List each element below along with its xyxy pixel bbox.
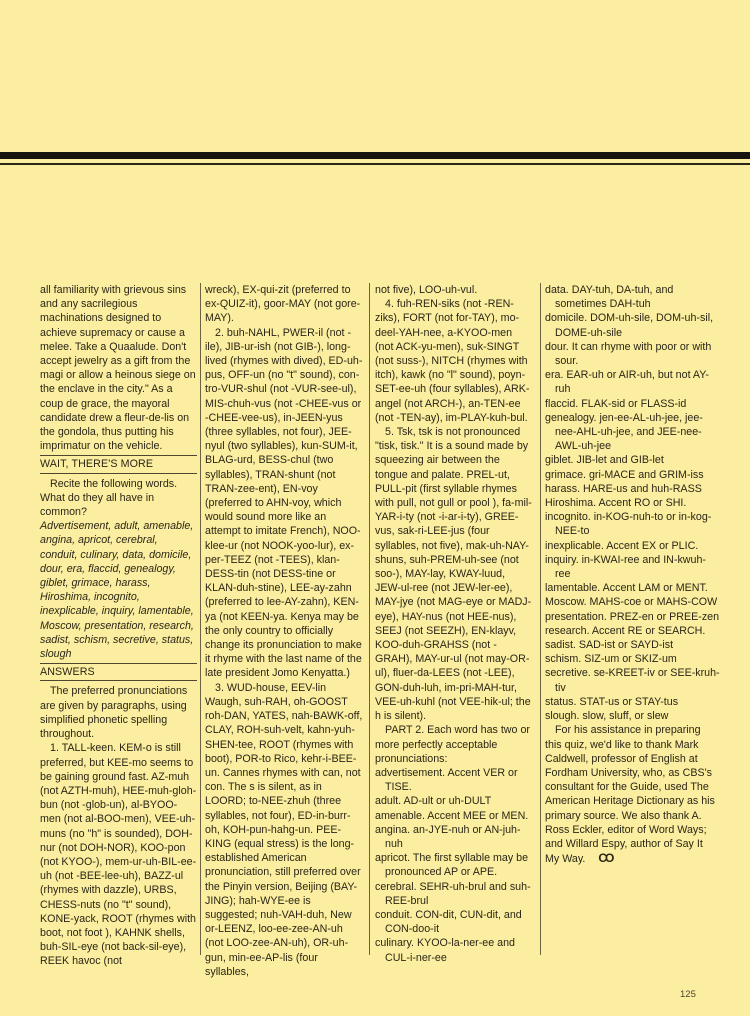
entry: amenable. Accent MEE or MEN. bbox=[375, 809, 529, 822]
tv-guide-end-mark-icon: CO bbox=[598, 851, 613, 866]
section-heading-more: WAIT, THERE'S MORE bbox=[40, 455, 197, 473]
entry: genealogy. jen-ee-AL-uh-jee, jee-nee-AHL-uh-jee, and JEE-nee-AWL-uh-jee bbox=[545, 411, 703, 453]
column-1 bbox=[40, 283, 197, 969]
entry: apricot. The first syllable may be pronounced AP or APE. bbox=[375, 852, 529, 879]
recite-paragraph: Recite the following words. What do they all have in common? bbox=[40, 477, 178, 519]
column-4 bbox=[545, 283, 720, 866]
entry: Moscow. MAHS-coe or MAHS-COW bbox=[545, 596, 718, 609]
word-list: Advertisement, adult, amenable, angina, apricot, cerebral, conduit, culinary, data, domicile, dour, era, flaccid, genealogy, giblet, grimace, harass, Hiroshima, incognito, inexplicable, inquiry, lamentable, Moscow, presentation, research, sadist, schism, secretive, status, slough bbox=[40, 520, 194, 661]
entry: flaccid. FLAK-sid or FLASS-id bbox=[545, 397, 687, 410]
top-rule-thin bbox=[0, 163, 750, 165]
page-number: 125 bbox=[680, 989, 696, 1000]
entry: advertisement. Accent VER or TISE. bbox=[375, 766, 518, 794]
entry: status. STAT-us or STAY-tus bbox=[545, 695, 679, 708]
entry: conduit. CON-dit, CUN-dit, and CON-doo-it bbox=[375, 908, 522, 936]
column-divider bbox=[369, 283, 370, 955]
column-divider bbox=[540, 283, 541, 955]
entry: Hiroshima. Accent RO or SHI. bbox=[545, 497, 687, 510]
answer-3: 3. WUD-house, EEV-lin Waugh, suh-RAH, oh-GOOST roh-DAN, YATES, nah-BAWK-off, CLAY, ROH-suh-velt, kahn-yuh-SHEN-tee, ROOT (rhymes with boot), POR-to Rico, kehr-i-BEE-un. Cannes rhymes with can, not con. The s is silent, as in LOORD; to-NEE-zhuh (three syllables, not four), ED-in-burr-oh, KOH-pun-hahg-un. PEE-KING (equal stress) is the long-established American pronunciation, still preferred over the Pinyin version, Beijing (BAY-JING); hah-WYE-ee is suggested; nuh-VAH-duh, New or-LEENZ, loo-ee-zee-AN-uh (not LOO-zee-AN-uh), OR-uh-gun, min-ee-AP-lis (four syllables, bbox=[205, 681, 363, 978]
entry: secretive. se-KREET-iv or SEE-kruh-tiv bbox=[545, 667, 720, 694]
entry: grimace. gri-MACE and GRIM-iss bbox=[545, 468, 704, 481]
entry: data. DAY-tuh, DA-tuh, and sometimes DAH-tuh bbox=[545, 284, 674, 311]
entry: inquiry. in-KWAI-ree and IN-kwuh-ree bbox=[545, 553, 706, 581]
entry: domicile. DOM-uh-sile, DOM-uh-sil, DOME-uh-sile bbox=[545, 312, 714, 339]
answer-2: 2. buh-NAHL, PWER-il (not -ile), JIB-ur-ish (not GIB-), long-lived (rhymes with dived), ED-uh-pus, OFF-un (no "t" sound), con-tro-VUR-shul (not -VUR-see-ul), MIS-chuh-vus (not -CHEE-vus or -CHEE-vee-us), in-JEEN-yus (three syllables, not four), JEE-nyul (two syllables), kun-SUM-it, BLAG-urd, BESS-chul (two syllables), TRAN-shunt (not TRAN-zee-ent), EN-voy (preferred to AHN-voy, which would sound more like an attempt to imitate French), NOO-klee-ur (not NOOK-yoo-lur), ex-per-TEEZ (not -TEES), klan-DESS-tin (not DESS-tine or KLAN-duh-stine), LEE-ay-zahn (preferred to lee-AY-zahn), KEN-ya (not KEEN-ya. Kenya may be the only country to officially change its pronunciation to make it rhyme with the last name of the late president Jomo Kenyatta.) bbox=[205, 326, 363, 680]
entry: inexplicable. Accent EX or PLIC. bbox=[545, 539, 699, 552]
intro-paragraph: all familiarity with grievous sins and any sacrilegious machinations designed to achieve supremacy or cause a melee. Take a Quaalude. Don't accept jewelry as a gift from the magi or allow a heinous siege on the enclave in the city." As a coup de grace, the mayoral candidate drew a fleur-de-lis on the gondola, thus putting his imprimatur on the vehicle. bbox=[40, 284, 196, 453]
section-heading-answers: ANSWERS bbox=[40, 663, 197, 681]
thanks-text: For his assistance in preparing this quiz, we'd like to thank Mark Caldwell, professor of English at Fordham University, who, as CBS's consultant for the Guide, used The American Heritage Dictionary as his primary source. We also thank A. Ross Eckler, editor of Word Ways; and Willard Espy, author of Say It My Way. bbox=[545, 724, 715, 866]
entry: presentation. PREZ-en or PREE-zen bbox=[545, 610, 720, 623]
entry: slough. slow, sluff, or slew bbox=[545, 710, 669, 723]
answer-4: 4. fuh-REN-siks (not -REN-ziks), FORT (not for-TAY), mo-deel-YAH-nee, a-KYOO-men (not ACK-yu-men), suk-SINGT (not suss-), NITCH (rhymes with itch), kawk (no "l" sound), poyn-SET-ee-uh (four syllables), ARK-angel (not ARCH-), an-TEN-ee (not -TEN-ay), im-PLAY-kuh-bul. bbox=[375, 298, 530, 424]
column-divider bbox=[200, 283, 201, 955]
entry: adult. AD-ult or uh-DULT bbox=[375, 795, 492, 808]
entry: harass. HARE-us and huh-RASS bbox=[545, 482, 702, 495]
answer-3-continued: not five), LOO-uh-vul. bbox=[375, 284, 478, 296]
column-3 bbox=[375, 283, 533, 965]
entry: culinary. KYOO-la-ner-ee and CUL-i-ner-ee bbox=[375, 937, 515, 964]
column-2 bbox=[205, 283, 363, 979]
entry: cerebral. SEHR-uh-brul and suh-REE-brul bbox=[375, 880, 531, 907]
entry: lamentable. Accent LAM or MENT. bbox=[545, 582, 708, 595]
top-rule bbox=[0, 152, 750, 159]
entry: angina. an-JYE-nuh or AN-juh-nuh bbox=[375, 823, 521, 850]
entry: sadist. SAD-ist or SAYD-ist bbox=[545, 639, 674, 652]
part-2-intro: PART 2. Each word has two or more perfectly acceptable pronunciations: bbox=[375, 724, 530, 765]
entry: era. EAR-uh or AIR-uh, but not AY-ruh bbox=[545, 369, 709, 396]
answer-1: 1. TALL-keen. KEM-o is still preferred, but KEE-mo seems to be gaining ground fast. AZ-muh (not AZTH-muh), HEE-muh-gloh-bun (not -glob-un), al-BYOO-men (not al-BOO-men), VEE-uh-muns (no "h" is sounded), DOH-nur (not DOH-NOR), KOO-pon (not KYOO-), mem-ur-uh-BIL-ee-uh (not -BEE-lee-uh), BAZZ-ul (rhymes with dazzle), URBS, CHESS-nuts (no "t" sound), KONE-yack, ROOT (rhymes with boot, not foot ), KAHNK shells, buh-SIL-eye (not back-sil-eye), REEK havoc (not bbox=[40, 742, 197, 968]
thanks-paragraph bbox=[545, 723, 720, 866]
entry: giblet. JIB-let and GIB-let bbox=[545, 454, 664, 467]
entry: dour. It can rhyme with poor or with sour. bbox=[545, 340, 712, 368]
entry: research. Accent RE or SEARCH. bbox=[545, 624, 706, 637]
answer-5: 5. Tsk, tsk is not pronounced "tisk, tisk." It is a sound made by squeezing air between the tongue and palate. PREL-ut, PULL-pit (first syllable rhymes with pull, not gull or pool ), fa-mil-YAR-i-ty (not -i-ar-i-ty), GREE-vus, sak-ri-LEE-jus (four syllables, not five), mak-uh-NAY-shuns, suh-PREM-uh-see (not soo-), MAY-lay, KWAY-luud, JEW-ul-ree (not JEW-ler-ee), MAY-jye (not MAG-eye or MADJ-eye), HAY-nus (not HEE-nus), SEEJ (not SEEZH), EN-klayv, KOO-duh-GRAHSS (not -GRAH), MAY-ur-ul (not may-OR-ul), fluer-da-LEES (not -LEE), GON-duh-luh, im-pri-MAH-tur, VEE-uh-kuhl (not VEE-hik-ul; the h is silent). bbox=[375, 426, 532, 723]
answer-1-continued: wreck), EX-qui-zit (preferred to ex-QUIZ-it), goor-MAY (not gore-MAY). bbox=[205, 284, 361, 325]
entry: incognito. in-KOG-nuh-to or in-kog-NEE-to bbox=[545, 511, 712, 538]
entry: schism. SIZ-um or SKIZ-um bbox=[545, 653, 677, 666]
preferred-paragraph: The preferred pronunciations are given by paragraphs, using simplified phonetic spelling throughout. bbox=[40, 685, 188, 741]
